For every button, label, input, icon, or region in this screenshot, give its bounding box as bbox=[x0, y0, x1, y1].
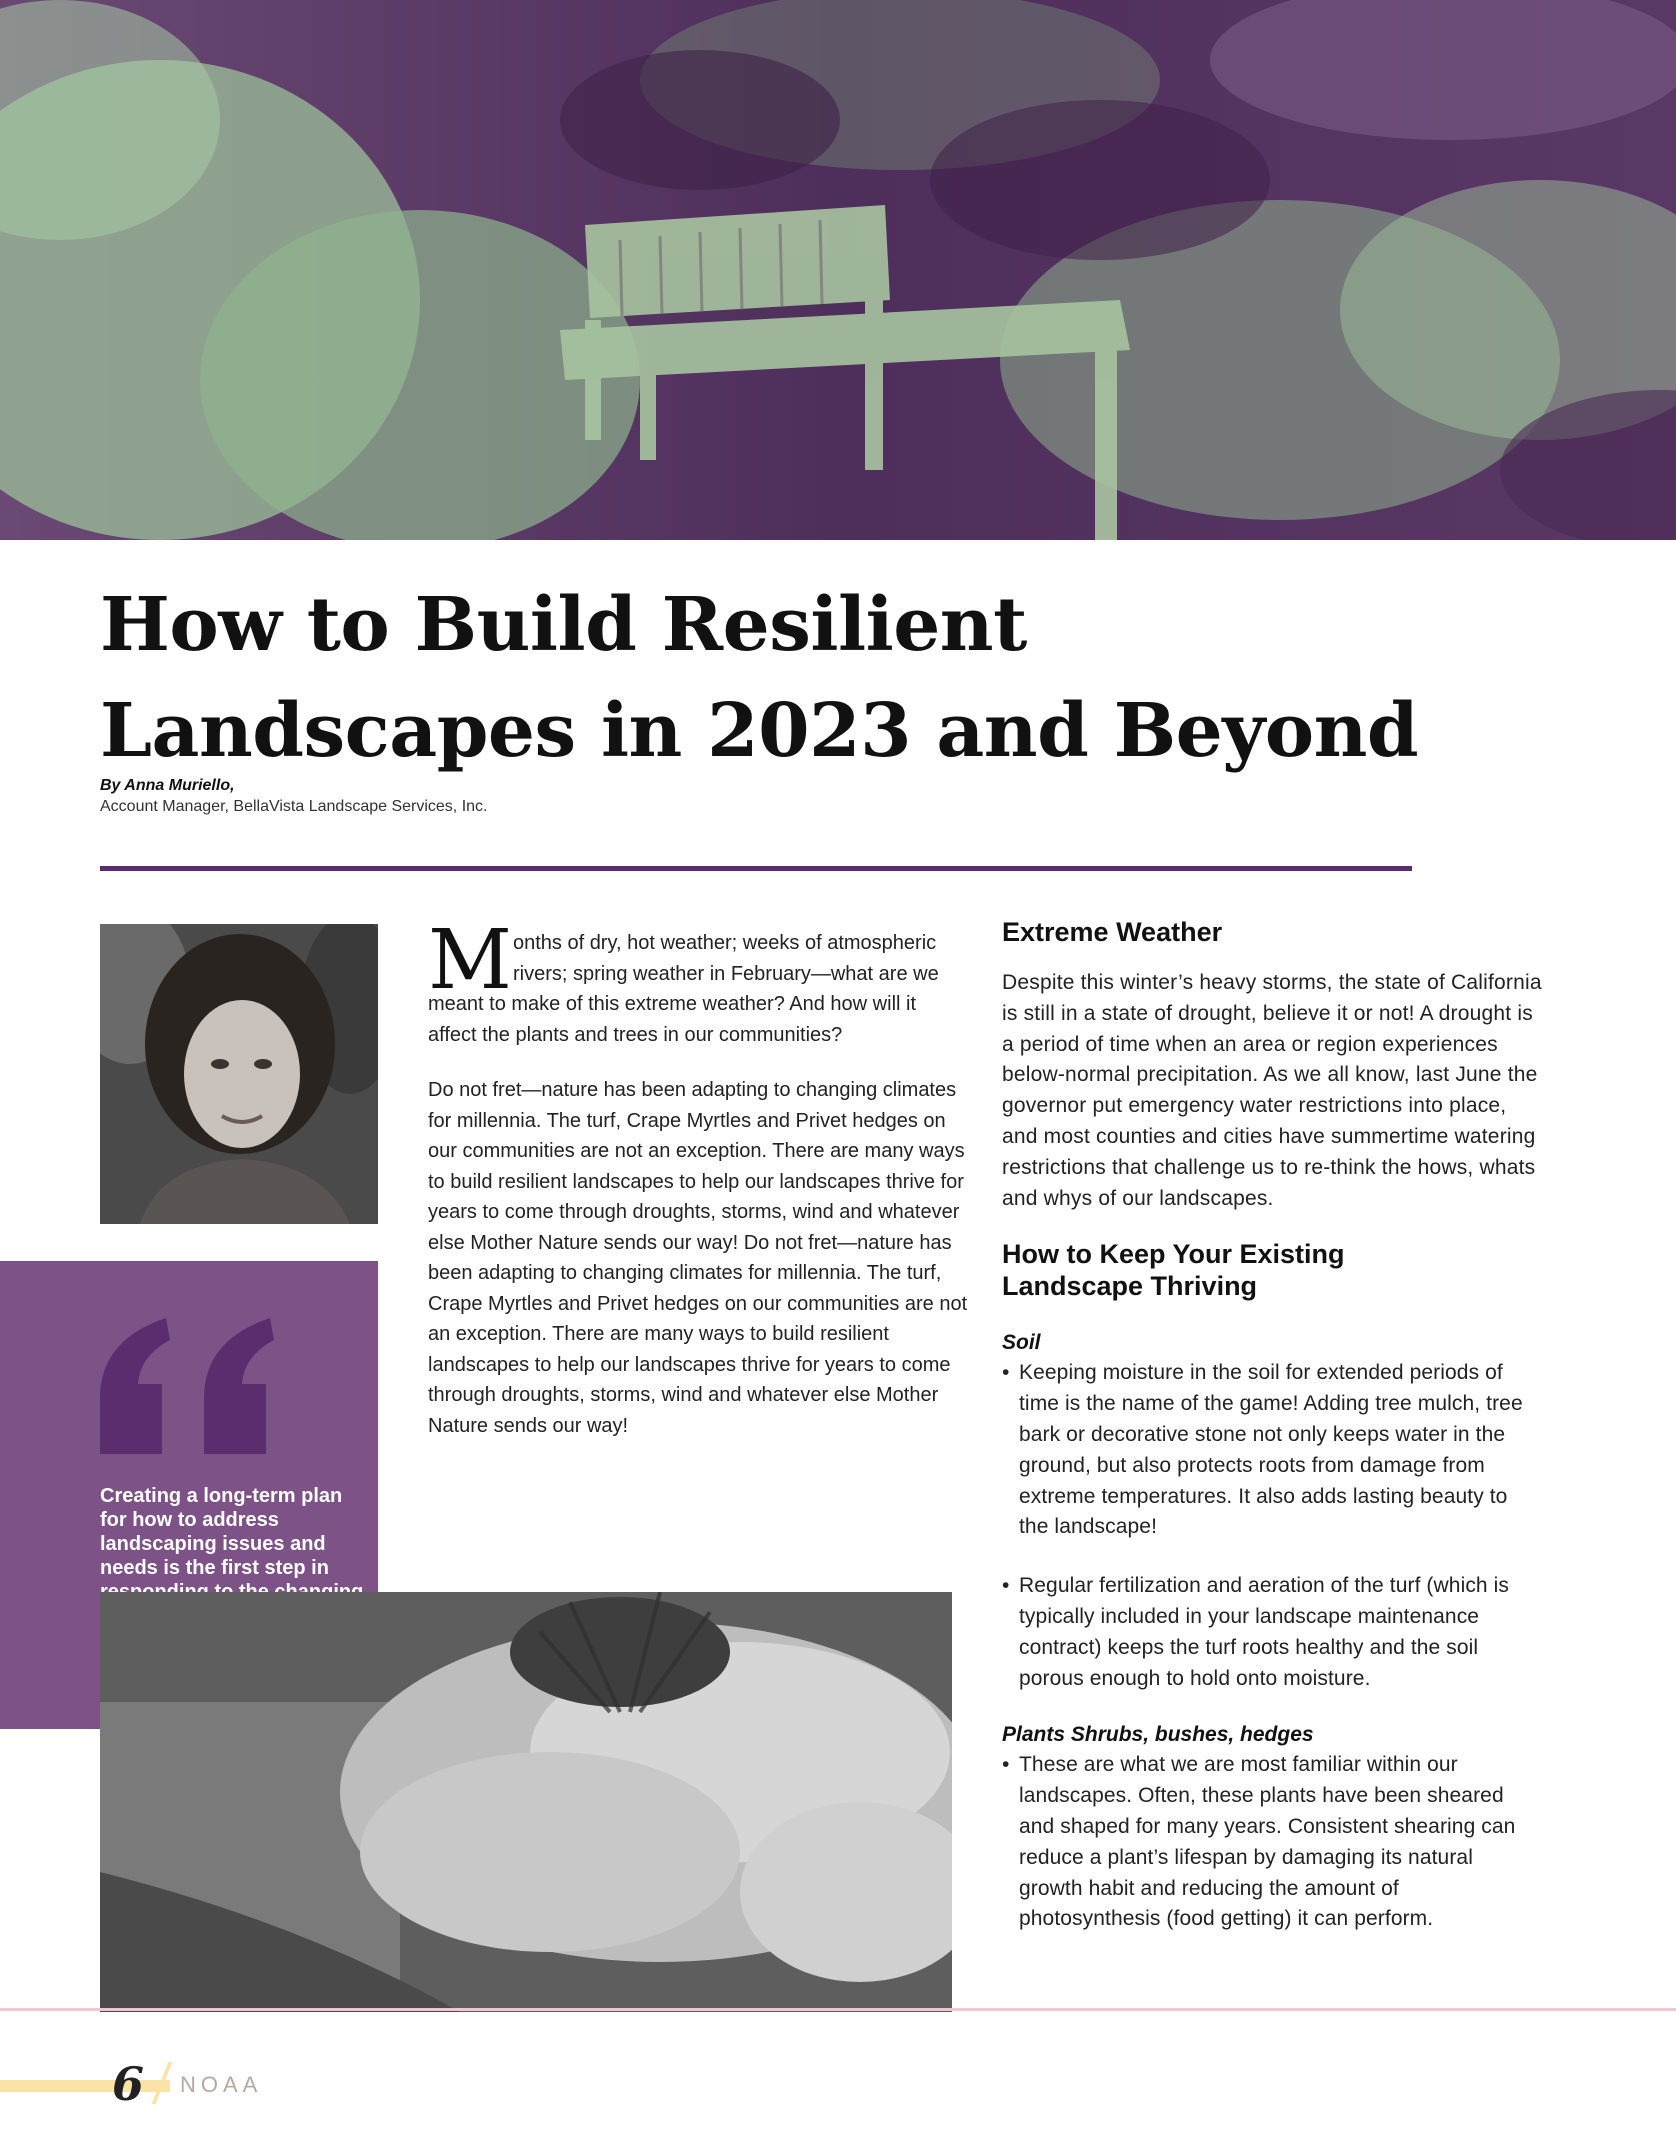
soil-bullet-1: • Keeping moisture in the soil for extended periods of time is the name of the game! Adding tree mulch, tree bark or decorative stone not only keeps water in the ground, but also protects roots from damage from extreme temperatures. It also adds lasting beauty to the landscape! bbox=[1002, 1358, 1542, 1543]
author-portrait bbox=[100, 924, 378, 1224]
heading-keep-landscape-thriving bbox=[1002, 1238, 1542, 1302]
content-column bbox=[1002, 916, 1542, 1935]
author-role: Account Manager, BellaVista Landscape Services, Inc. bbox=[100, 798, 488, 815]
page-number: 6 bbox=[112, 2057, 145, 2111]
byline: By Anna Muriello, bbox=[100, 777, 235, 794]
hero-photo bbox=[0, 0, 1676, 540]
intro-paragraph-2: Do not fret—nature has been adapting to changing climates for millennia. The turf, Crape Myrtles and Privet hedges on our communities are not an exception. There are many ways to build resilient landscapes to help our landscapes thrive for years to come through droughts, storms, wind and whatever else Mother Nature sends our way! Do not fret—nature has been adapting to changing climates for millennia. The turf, Crape Myrtles and Privet hedges on our communities are not an exception. There are many ways to build resilient landscapes to help our landscapes thrive for years to come through droughts, storms, wind and whatever else Mother Nature sends our way! bbox=[428, 1079, 968, 1437]
quote-mark-icon bbox=[96, 1318, 276, 1458]
intro-paragraph-1-text: onths of dry, hot weather; weeks of atmospheric rivers; spring weather in February—what are we meant to make of this extreme weather? And how will it affect the plants and trees in our communities? bbox=[428, 932, 939, 1046]
footer-accent-band bbox=[0, 2080, 170, 2092]
soil-bullet-2: • Regular fertilization and aeration of the turf (which is typically included in your landscape maintenance contract) keeps the turf roots healthy and the soil porous enough to hold onto moisture. bbox=[1002, 1571, 1542, 1694]
plants-bullet-1: • These are what we are most familiar within our landscapes. Often, these plants have been sheared and shaped for many years. Consistent shearing can reduce a plant’s lifespan by damaging its natural growth habit and reducing the amount of photosynthesis (food getting) it can perform. bbox=[1002, 1750, 1542, 1935]
heading-keep-line-1: How to Keep Your Existing bbox=[1002, 1239, 1345, 1270]
heading-extreme-weather: Extreme Weather bbox=[1002, 917, 1223, 947]
flower-bed-photo bbox=[100, 1592, 952, 2012]
title-line-1: How to Build Resilient bbox=[100, 582, 1027, 668]
heading-keep-line-2: Landscape Thriving bbox=[1002, 1271, 1258, 1302]
article-title bbox=[100, 572, 1500, 784]
intro-column bbox=[428, 913, 968, 1466]
subheading-plants: Plants Shrubs, bushes, hedges bbox=[1002, 1723, 1314, 1747]
intro-paragraph-1 bbox=[428, 913, 968, 1050]
title-divider bbox=[100, 866, 1412, 871]
paragraph-extreme-weather: Despite this winter’s heavy storms, the state of California is still in a state of drought, believe it or not! A drought is a period of time when an area or region experiences below-normal precipitation. As we all know, last June the governor put emergency water restrictions into place, and most counties and cities have summertime watering restrictions that challenge us to re-think the hows, whats and whys of our landscapes. bbox=[1002, 971, 1542, 1210]
garden-bench-image bbox=[0, 0, 1676, 540]
publication-name: NOAA bbox=[180, 2072, 263, 2097]
title-line-2: Landscapes in 2023 and Beyond bbox=[100, 688, 1419, 774]
subheading-soil: Soil bbox=[1002, 1331, 1041, 1355]
pull-quote-text: Creating a long-term plan for how to address landscaping issues and needs is the first step in bbox=[100, 1485, 343, 1579]
drop-cap: M bbox=[428, 913, 512, 1008]
footer-rule bbox=[0, 2008, 1676, 2011]
author-portrait-image bbox=[100, 924, 378, 1224]
flower-bed-image bbox=[100, 1592, 952, 2012]
